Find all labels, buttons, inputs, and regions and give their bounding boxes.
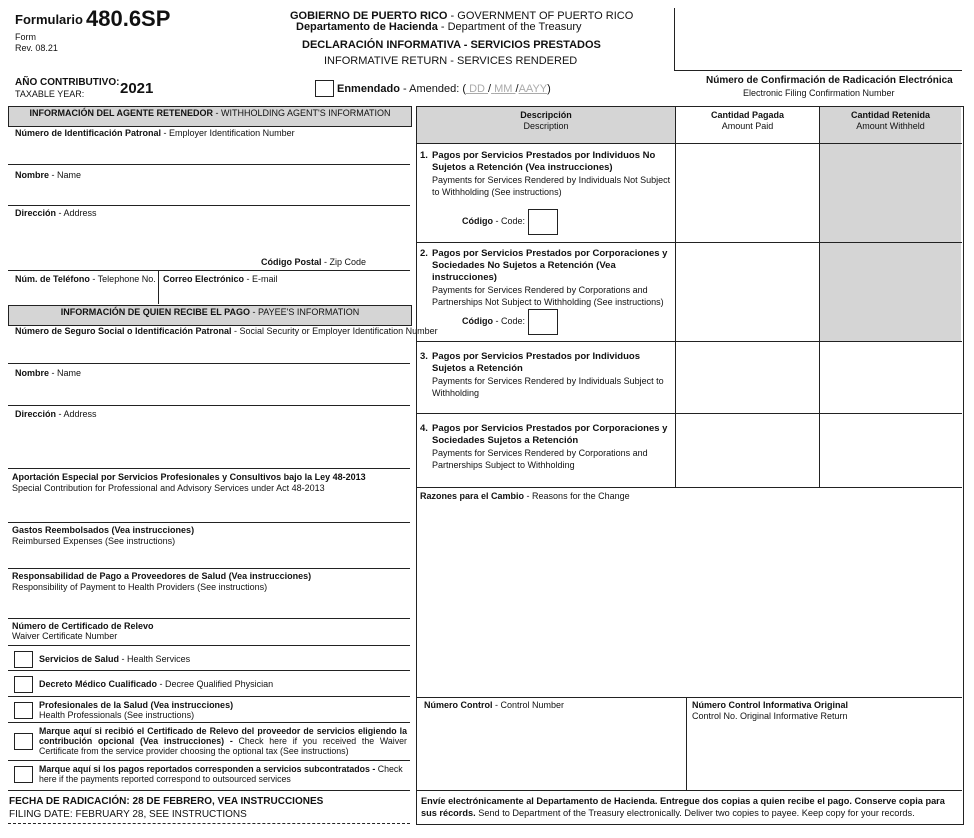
phone-field[interactable]	[8, 286, 158, 304]
withholding-agent-header: INFORMACIÓN DEL AGENTE RETENEDOR - WITHHOLDING AGENT'S INFORMATION	[8, 106, 412, 127]
tax-year: 2021	[120, 80, 154, 97]
col-amount-paid-header: Cantidad Pagada Amount Paid	[710, 110, 784, 131]
row-1-code-label: Código - Code:	[462, 216, 526, 226]
table-row-4-description: 4. Pagos por Servicios Prestados por Corporaciones y Sociedades Sujetos a Retención Payments for Services Rendered by Corporations and Partnerships Subject to Withholding	[420, 423, 668, 470]
confirmation-number-label: Número de Confirmación de Radicación Electrónica	[706, 75, 953, 86]
original-control-label: Número Control Informativa Original Control No. Original Informative Return	[692, 700, 849, 721]
email-label: Correo Electrónico - E-mail	[163, 274, 278, 284]
department-line: Departamento de Hacienda - Department of the Treasury	[296, 21, 582, 33]
row-2-code-field[interactable]	[528, 309, 558, 335]
payee-address-field[interactable]	[8, 421, 410, 467]
employer-id-label: Número de Identificación Patronal - Employer Identification Number	[15, 128, 295, 138]
amended-label: Enmendado - Amended: ( DD / MM /AAYY)	[337, 83, 551, 95]
footer-note: Envíe electrónicamente al Departamento de Hacienda. Entregue dos copias a quien recibe el pago. Conserve copia para sus récords. Send to Department of the Treasury electronically. Deliver two copies to payee. Keep copy for your records.	[421, 796, 945, 818]
special-contribution-field[interactable]	[8, 496, 410, 522]
health-professionals-label: Profesionales de la Salud (Vea instrucciones) Health Professionals (See instructions)	[39, 700, 234, 720]
waiver-received-checkbox[interactable]	[14, 733, 33, 750]
agent-name-field[interactable]	[8, 182, 410, 204]
agent-address-label: Dirección - Address	[15, 208, 97, 218]
government-line: GOBIERNO DE PUERTO RICO - GOVERNMENT OF PUERTO RICO	[290, 10, 634, 22]
col-description-header: Descripción Description	[520, 110, 572, 131]
health-services-label: Servicios de Salud - Health Services	[39, 654, 191, 664]
payee-ssn-field[interactable]	[8, 338, 410, 362]
tax-year-label-en: TAXABLE YEAR:	[15, 89, 85, 99]
reimbursed-expenses-label: Gastos Reembolsados (Vea instrucciones) Reimbursed Expenses (See instructions)	[12, 525, 195, 546]
row-3-amount-paid[interactable]	[676, 342, 819, 413]
special-contribution-label: Aportación Especial por Servicios Profesionales y Consultivos bajo la Ley 48-2013 Special Contribution for Professional and Advisory Services under Act 48-2013	[12, 472, 366, 493]
amended-day[interactable]: DD	[469, 83, 485, 95]
table-row-1-description: 1. Pagos por Servicios Prestados por Individuos No Sujetos a Retención (Vea instrucciones) Payments for Services Rendered by Individuals Not Subject to Withholding (See instructions)	[420, 150, 671, 197]
health-responsibility-label: Responsabilidad de Pago a Proveedores de Salud (Vea instrucciones) Responsibility of Payment to Health Providers (See instructions)	[12, 571, 312, 592]
employer-id-field[interactable]	[8, 140, 410, 164]
table-row-3-description: 3. Pagos por Servicios Prestados por Individuos Sujetos a Retención Payments for Services Rendered by Individuals Subject to Withholding	[420, 351, 664, 398]
form-label: Formulario	[15, 12, 83, 27]
filing-date-en: FILING DATE: FEBRUARY 28, SEE INSTRUCTIONS	[9, 809, 247, 820]
phone-label: Núm. de Teléfono - Telephone No.	[15, 274, 156, 284]
payee-ssn-label: Número de Seguro Social o Identificación Patronal - Social Security or Employer Identification Number	[15, 326, 438, 336]
qualified-physician-checkbox[interactable]	[14, 676, 33, 693]
row-3-amount-withheld[interactable]	[820, 342, 961, 413]
email-field[interactable]	[159, 286, 410, 304]
payee-header: INFORMACIÓN DE QUIEN RECIBE EL PAGO - PAYEE'S INFORMATION	[8, 305, 412, 326]
row-2-code-label: Código - Code:	[462, 316, 526, 326]
form-label-en: Form	[15, 32, 36, 42]
table-row-2-description: 2. Pagos por Servicios Prestados por Corporaciones y Sociedades No Sujetos a Retención (Vea instrucciones) Payments for Services Rendered by Corporations and Partnerships Not Subject to Withholding (See instructions)	[420, 248, 668, 307]
agent-name-label: Nombre - Name	[15, 170, 82, 180]
payee-name-field[interactable]	[8, 380, 410, 404]
form-number: 480.6SP	[86, 6, 171, 31]
payee-address-label: Dirección - Address	[15, 409, 97, 419]
amended-month[interactable]: MM	[494, 83, 513, 95]
outsourced-services-label: Marque aquí si los pagos reportados corresponden a servicios subcontratados - Check here if the payments reported correspond to outsourced services	[39, 764, 403, 784]
payee-name-label: Nombre - Name	[15, 368, 82, 378]
control-number-label: Número Control - Control Number	[424, 700, 565, 710]
row-4-amount-paid[interactable]	[676, 414, 819, 487]
control-number-field[interactable]	[417, 714, 686, 789]
row-1-amount-paid[interactable]	[676, 144, 819, 242]
waiver-received-label: Marque aquí si recibió el Certificado de Relevo del proveedor de servicios eligiendo la contribución opcional (Vea instrucciones) - Check here if you received the Waiver Certificate from the service provider choosing the optional tax (See instructions)	[39, 726, 407, 756]
col-amount-withheld-header: Cantidad Retenida Amount Withheld	[850, 110, 930, 131]
filing-date-es: FECHA DE RADICACIÓN: 28 DE FEBRERO, VEA INSTRUCCIONES	[9, 796, 324, 807]
health-responsibility-field[interactable]	[8, 595, 410, 617]
qualified-physician-label: Decreto Médico Cualificado - Decree Qualified Physician	[39, 679, 274, 689]
reimbursed-expenses-field[interactable]	[8, 549, 410, 567]
form-title-en: INFORMATIVE RETURN - SERVICES RENDERED	[324, 55, 578, 67]
original-control-field[interactable]	[687, 726, 961, 789]
amended-checkbox[interactable]	[315, 80, 334, 97]
tax-year-label: AÑO CONTRIBUTIVO:	[15, 77, 120, 88]
waiver-certificate-field[interactable]	[120, 621, 410, 645]
row-2-amount-paid[interactable]	[676, 243, 819, 341]
revision: Rev. 08.21	[15, 43, 58, 53]
row-4-amount-withheld[interactable]	[820, 414, 961, 487]
health-professionals-checkbox[interactable]	[14, 702, 33, 719]
waiver-certificate-label: Número de Certificado de Relevo Waiver Certificate Number	[12, 621, 154, 641]
health-services-checkbox[interactable]	[14, 651, 33, 668]
zip-code-label: Código Postal - Zip Code	[261, 257, 367, 267]
agent-address-field[interactable]	[8, 220, 410, 258]
reasons-label: Razones para el Cambio - Reasons for the Change	[420, 491, 630, 501]
outsourced-services-checkbox[interactable]	[14, 766, 33, 783]
form-title-es: DECLARACIÓN INFORMATIVA - SERVICIOS PRESTADOS	[302, 39, 601, 51]
amended-year[interactable]: AAYY	[518, 83, 548, 95]
confirmation-number-label-en: Electronic Filing Confirmation Number	[743, 88, 895, 98]
reasons-field[interactable]	[417, 504, 961, 696]
row-1-code-field[interactable]	[528, 209, 558, 235]
